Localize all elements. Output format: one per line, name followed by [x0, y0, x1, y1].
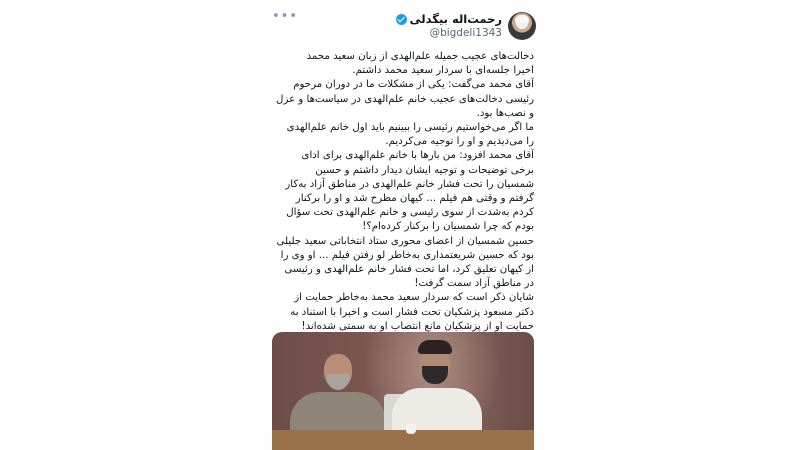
verified-badge-icon [396, 14, 407, 25]
author-handle[interactable]: @bigdeli1343 [429, 27, 502, 39]
photo-cup [406, 424, 416, 434]
tweet-paragraph: آقای محمد می‌گفت: یکی از مشکلات ما در دوران مرحوم رئیسی دخالت‌های عجیب خانم علم‌الهدی در سیاست‌ها و عزل و نصب‌ها بود. [276, 79, 534, 119]
author-name[interactable]: رحمت‌اله بیگدلی [409, 12, 502, 26]
avatar[interactable] [508, 12, 536, 40]
photo-person-left-beard [327, 374, 349, 390]
tweet-paragraph: دخالت‌های عجیب جمیله علم‌الهدی از زبان سعید محمد [306, 51, 534, 62]
tweet-paragraph: آقای محمد افزود: من بارها با خانم علم‌الهدی برای ادای برخی توضیحات و توجیه ایشان دیدار داشتم و حسین شمسیان را تحت فشار خانم علم‌الهدی در مناطق آزاد به‌کار گرفتم و وقتی هم فیلم ... کیهان مطرح شد و او را برکنار کردم به‌شدت از سوی رئیسی و خانم علم‌الهدی تحت سؤال بودم که چرا شمسیان را برکنار کرده‌ام؟! [285, 150, 534, 233]
tweet-card [268, 0, 540, 450]
tweet-paragraph: حسین شمسیان از اعضای محوری ستاد انتخاباتی سعید جلیلی بود که حسین شریعتمداری به‌خاطر لو رفتن فیلم ... او وی را از کیهان تعلیق کرد، اما تحت فشار خانم علم‌الهدی و رئیسی در مناطق آزاد سمت گرفت! [276, 235, 534, 290]
tweet-photo[interactable] [272, 332, 534, 450]
photo-person-right-hair [418, 340, 452, 354]
tweet-paragraph: ما اگر می‌خواستیم رئیسی را ببینیم باید اول خانم علم‌الهدی را می‌دیدیم و او را توجیه می‌کردیم. [286, 122, 534, 148]
tweet-paragraph: شایان ذکر است که سردار سعید محمد به‌خاطر حمایت از دکتر مسعود پزشکیان تحت فشار است و اخیرا با استناد به حمایت او از پزشکیان مانع انتصاب او به سمتی شده‌اند! [290, 292, 534, 332]
more-options-icon[interactable]: ••• [272, 9, 299, 24]
author-name-row [396, 12, 502, 26]
tweet-text [276, 50, 534, 334]
tweet-paragraph: اخیرا جلسه‌ای با سردار سعید محمد داشتم. [352, 65, 534, 77]
photo-table [272, 430, 534, 450]
tweet-header [268, 10, 540, 40]
avatar-turban [515, 15, 529, 23]
